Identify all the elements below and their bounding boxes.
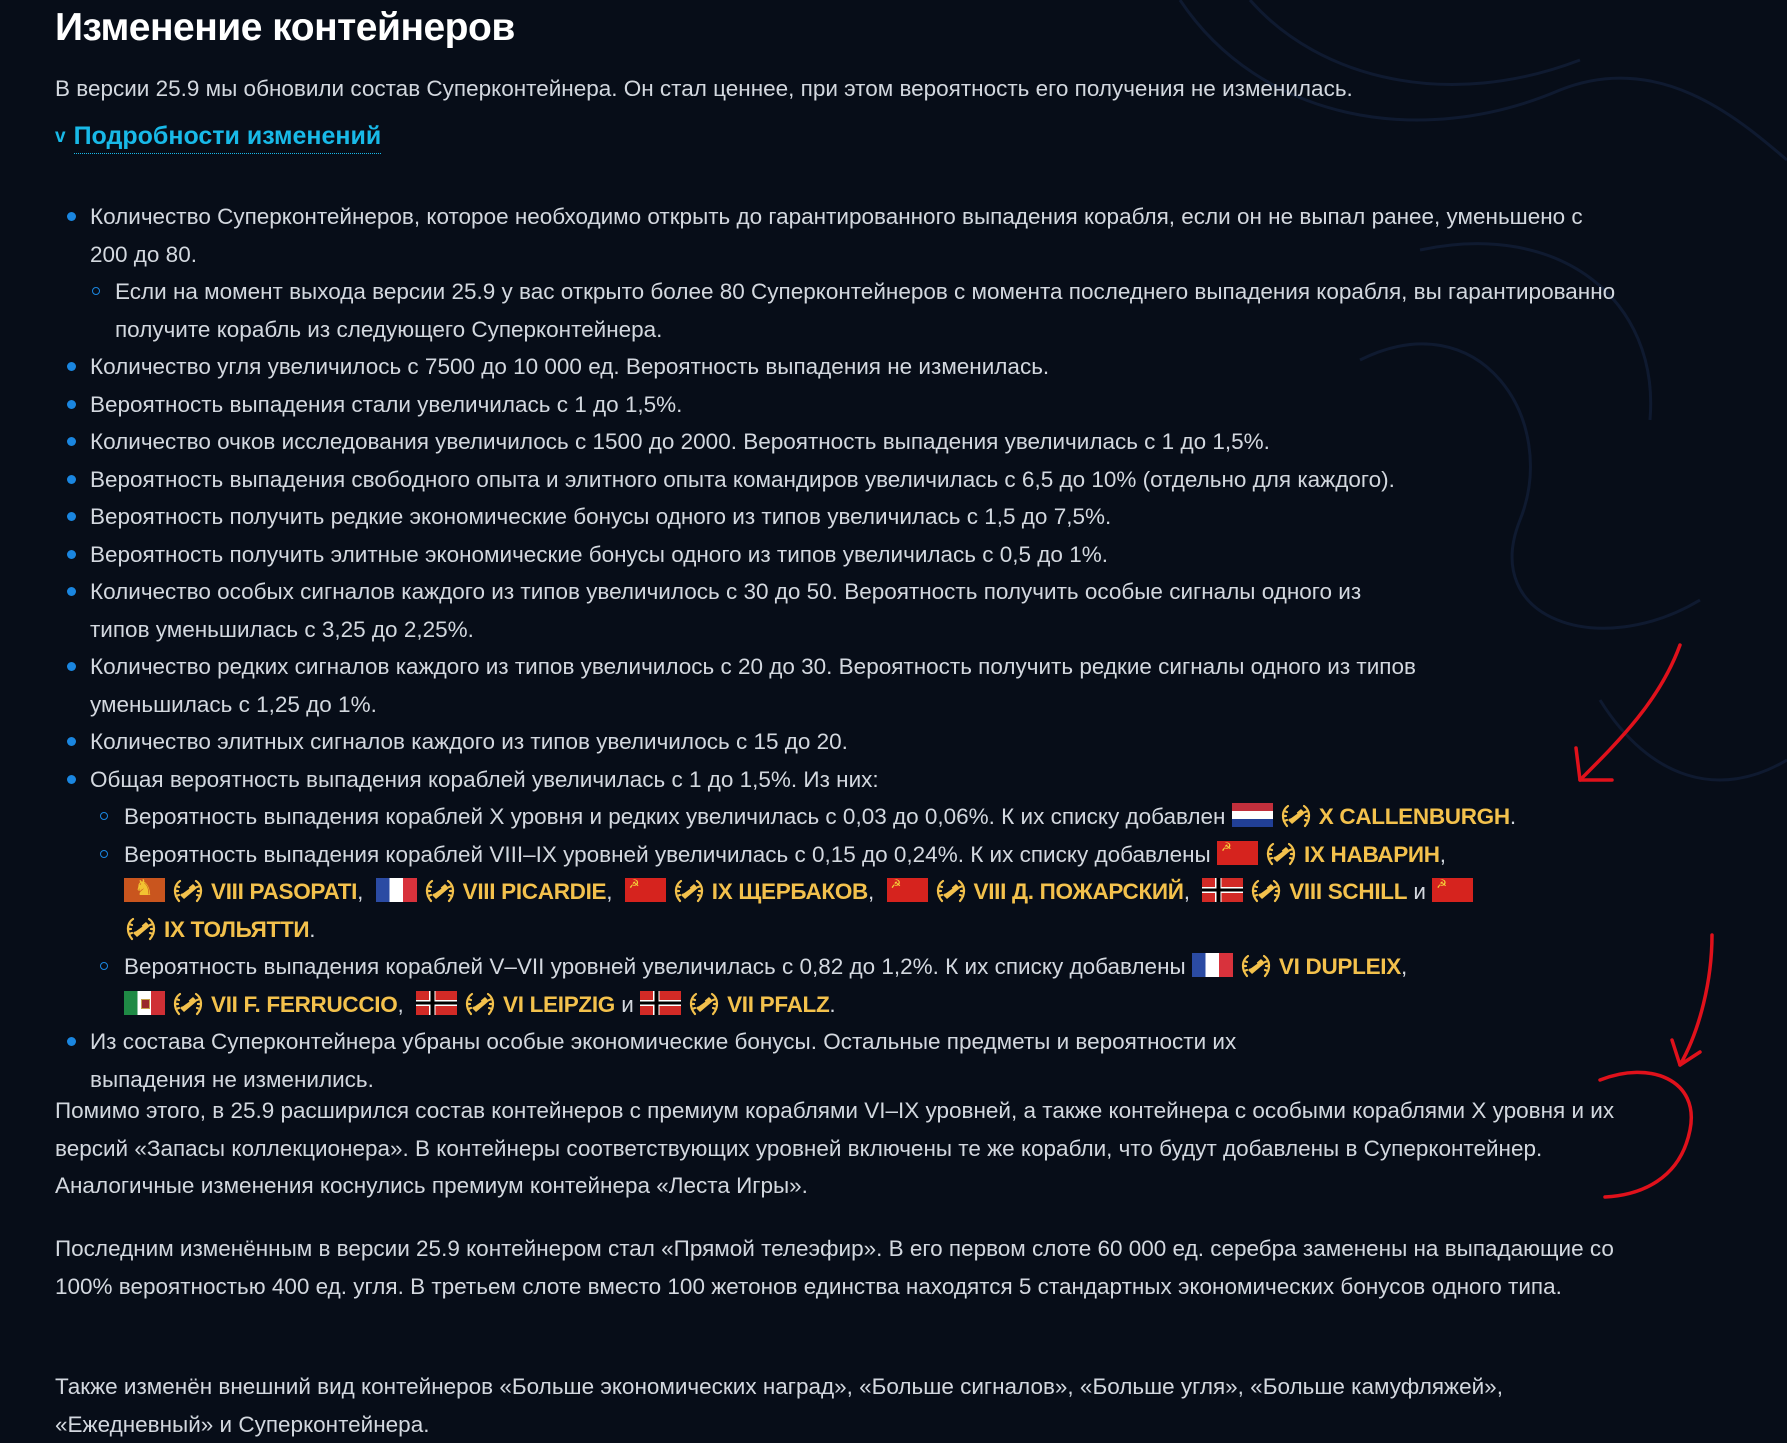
premium-ship-laurel-icon bbox=[1264, 839, 1298, 869]
list-item bbox=[65, 423, 1625, 461]
list-item-text: Вероятность выпадения стали увеличилась с 1 до 1,5%. bbox=[90, 391, 683, 417]
separator-text: , bbox=[397, 991, 410, 1017]
premium-ship-laurel-icon bbox=[687, 989, 721, 1019]
separator-text: и bbox=[615, 991, 641, 1017]
ship-name: VI DUPLEIX bbox=[1278, 954, 1401, 979]
ship-link[interactable] bbox=[1217, 842, 1440, 867]
ship-name: IX ЩЕРБАКОВ bbox=[711, 879, 868, 904]
ship-link[interactable] bbox=[124, 992, 397, 1017]
tier-5-7-item bbox=[90, 948, 1625, 1023]
list-item-text: Общая вероятность выпадения кораблей увеличилась с 1 до 1,5%. Из них: bbox=[90, 766, 879, 792]
tier-x-item bbox=[90, 798, 1625, 836]
separator-text: , bbox=[1400, 954, 1408, 979]
list-item bbox=[65, 498, 1625, 536]
list-item-text: Вероятность выпадения свободного опыта и элитного опыта командиров увеличилась с 6,5 до 10% (отдельно для каждого). bbox=[90, 466, 1395, 492]
separator-text: , bbox=[606, 879, 619, 904]
premium-ship-laurel-icon bbox=[124, 914, 158, 944]
ship-link[interactable] bbox=[1232, 804, 1510, 829]
nation-flag-icon bbox=[1217, 841, 1258, 865]
list-item bbox=[65, 386, 1625, 424]
list-item-text: Из состава Суперконтейнера убраны особые экономические бонусы. Остальные предметы и вероятности их выпадения не изменились. bbox=[90, 1029, 1237, 1092]
premium-ship-laurel-icon bbox=[171, 876, 205, 906]
separator-text: , bbox=[1183, 879, 1197, 904]
premium-ship-laurel-icon bbox=[672, 876, 706, 906]
section-title: Изменение контейнеров bbox=[55, 6, 515, 49]
nation-flag-icon bbox=[124, 878, 165, 902]
ship-link[interactable] bbox=[376, 879, 607, 904]
sub-list-item-text: Если на момент выхода версии 25.9 у вас открыто более 80 Суперконтейнеров с момента последнего выпадения корабля, вы гарантированно получите корабль из следующего Суперконтейнера. bbox=[115, 279, 1616, 342]
ship-name: VIII PICARDIE bbox=[462, 879, 607, 904]
list-item bbox=[65, 723, 1625, 761]
nation-flag-icon bbox=[376, 878, 417, 902]
ship-name: VI LEIPZIG bbox=[502, 991, 616, 1017]
premium-ship-laurel-icon bbox=[1239, 951, 1273, 981]
list-item bbox=[65, 573, 1625, 648]
ship-name: IX ТОЛЬЯТТИ bbox=[164, 916, 310, 942]
separator-text: и bbox=[1407, 879, 1433, 904]
premium-ship-laurel-icon bbox=[1249, 876, 1283, 906]
changes-list bbox=[65, 198, 1625, 1098]
sub-list-item bbox=[90, 273, 1625, 348]
premium-ship-laurel-icon bbox=[423, 876, 457, 906]
nation-flag-icon bbox=[887, 878, 928, 902]
nation-flag-icon bbox=[640, 991, 681, 1015]
list-item-text: Вероятность получить редкие экономические бонусы одного из типов увеличилась с 1,5 до 7,5%. bbox=[90, 504, 1112, 529]
premium-ship-laurel-icon bbox=[1279, 801, 1313, 831]
list-item-text: Количество Суперконтейнеров, которое необходимо открыть до гарантированного выпадения корабля, если он не выпал ранее, уменьшено с 200 до 80. bbox=[90, 204, 1583, 267]
list-item bbox=[65, 1023, 1625, 1098]
nation-flag-icon bbox=[1202, 878, 1243, 902]
sub-list bbox=[90, 273, 1625, 348]
ship-link[interactable] bbox=[124, 879, 357, 904]
list-item-text: Количество особых сигналов каждого из типов увеличилось с 30 до 50. Вероятность получить особые сигналы одного из типов уменьшилась с 3,25 до 2,25%. bbox=[90, 579, 1362, 642]
ship-name: IX НАВАРИН bbox=[1303, 841, 1440, 867]
nation-flag-icon bbox=[1432, 878, 1473, 902]
tier-text: Вероятность выпадения кораблей VIII–IX уровней увеличилась с 0,15 до 0,24%. К их списку добавлены bbox=[124, 841, 1217, 867]
paragraph-live-broadcast: Последним изменённым в версии 25.9 контейнером стал «Прямой телеэфир». В его первом слоте 60 000 ед. серебра заменены на выпадающие со 100% вероятностью 400 ед. угля. В третьем слоте вместо 100 жетонов единства находятся 5 стандартных экономических бонусов одного типа. bbox=[55, 1236, 1614, 1299]
intro-paragraph: В версии 25.9 мы обновили состав Суперконтейнера. Он стал ценнее, при этом вероятность его получения не изменилась. bbox=[55, 76, 1353, 101]
list-item bbox=[65, 648, 1625, 723]
tier-8-9-item bbox=[90, 836, 1625, 949]
ship-link[interactable] bbox=[625, 879, 868, 904]
list-item-text: Вероятность получить элитные экономические бонусы одного из типов увеличилась с 0,5 до 1%. bbox=[90, 541, 1108, 567]
separator-text: . bbox=[309, 916, 316, 942]
ship-links bbox=[1232, 804, 1516, 829]
nation-flag-icon bbox=[1192, 953, 1233, 977]
premium-ship-laurel-icon bbox=[463, 989, 497, 1019]
chevron-down-icon: v bbox=[55, 126, 66, 147]
separator-text: . bbox=[829, 991, 836, 1017]
ship-link[interactable] bbox=[416, 992, 615, 1017]
tier-text: Вероятность выпадения кораблей V–VII уровней увеличилась с 0,82 до 1,2%. К их списку добавлены bbox=[124, 954, 1192, 979]
premium-ship-laurel-icon bbox=[934, 876, 968, 906]
red-arrow-annotation bbox=[1680, 935, 1712, 1065]
details-toggle-label: Подробности изменений bbox=[74, 122, 382, 154]
ship-link[interactable] bbox=[640, 992, 829, 1017]
ship-tier-list bbox=[90, 798, 1625, 1023]
nation-flag-icon bbox=[124, 991, 165, 1015]
list-item-text: Количество редких сигналов каждого из типов увеличилось с 20 до 30. Вероятность получить редкие сигналы одного из типов уменьшилась с 1,25 до 1%. bbox=[90, 654, 1416, 717]
nation-flag-icon bbox=[1232, 803, 1273, 827]
ship-link[interactable] bbox=[1202, 879, 1407, 904]
list-item bbox=[65, 348, 1625, 386]
ship-name: VIII SCHILL bbox=[1289, 879, 1408, 904]
separator-text: , bbox=[867, 879, 881, 904]
paragraph-appearance: Также изменён внешний вид контейнеров «Больше экономических наград», «Больше сигналов», «Больше угля», «Больше камуфляжей», «Ежедневный» и Суперконтейнера. bbox=[55, 1374, 1503, 1437]
ship-link[interactable] bbox=[1192, 954, 1401, 979]
ship-name: VII F. FERRUCCIO bbox=[211, 991, 398, 1017]
list-item bbox=[65, 198, 1625, 348]
list-item bbox=[65, 536, 1625, 574]
details-toggle[interactable] bbox=[55, 122, 381, 154]
list-item bbox=[65, 461, 1625, 499]
ship-name: VIII Д. ПОЖАРСКИЙ bbox=[973, 879, 1184, 904]
nation-flag-icon bbox=[625, 878, 666, 902]
ship-name: VII PFALZ bbox=[727, 991, 830, 1017]
list-item-text: Количество очков исследования увеличилось с 1500 до 2000. Вероятность выпадения увеличилась с 1 до 1,5%. bbox=[90, 429, 1270, 454]
list-item-text: Количество угля увеличилось с 7500 до 10 000 ед. Вероятность выпадения не изменилась. bbox=[90, 354, 1050, 379]
ship-name: X CALLENBURGH bbox=[1318, 804, 1510, 829]
red-arrow-annotation bbox=[1672, 1040, 1700, 1065]
separator-text: , bbox=[1439, 841, 1447, 867]
ship-name: VIII PASOPATI bbox=[211, 879, 358, 904]
paragraph-containers: Помимо этого, в 25.9 расширился состав контейнеров с премиум кораблями VI–IX уровней, а также контейнера с особыми кораблями X уровня и их версий «Запасы коллекционера». В контейнеры соответствующих уровней включены те же корабли, что будут добавлены в Суперконтейнер. Аналогичные изменения коснулись премиум контейнера «Леста Игры». bbox=[55, 1098, 1615, 1198]
separator-text: , bbox=[357, 879, 370, 904]
list-item-text: Количество элитных сигналов каждого из типов увеличилось с 15 до 20. bbox=[90, 729, 848, 754]
separator-text: . bbox=[1509, 804, 1517, 829]
nation-flag-icon bbox=[416, 991, 457, 1015]
ship-link[interactable] bbox=[887, 879, 1184, 904]
tier-text: Вероятность выпадения кораблей X уровня и редких увеличилась с 0,03 до 0,06%. К их списку добавлен bbox=[124, 804, 1232, 829]
list-item bbox=[65, 761, 1625, 1024]
premium-ship-laurel-icon bbox=[171, 989, 205, 1019]
